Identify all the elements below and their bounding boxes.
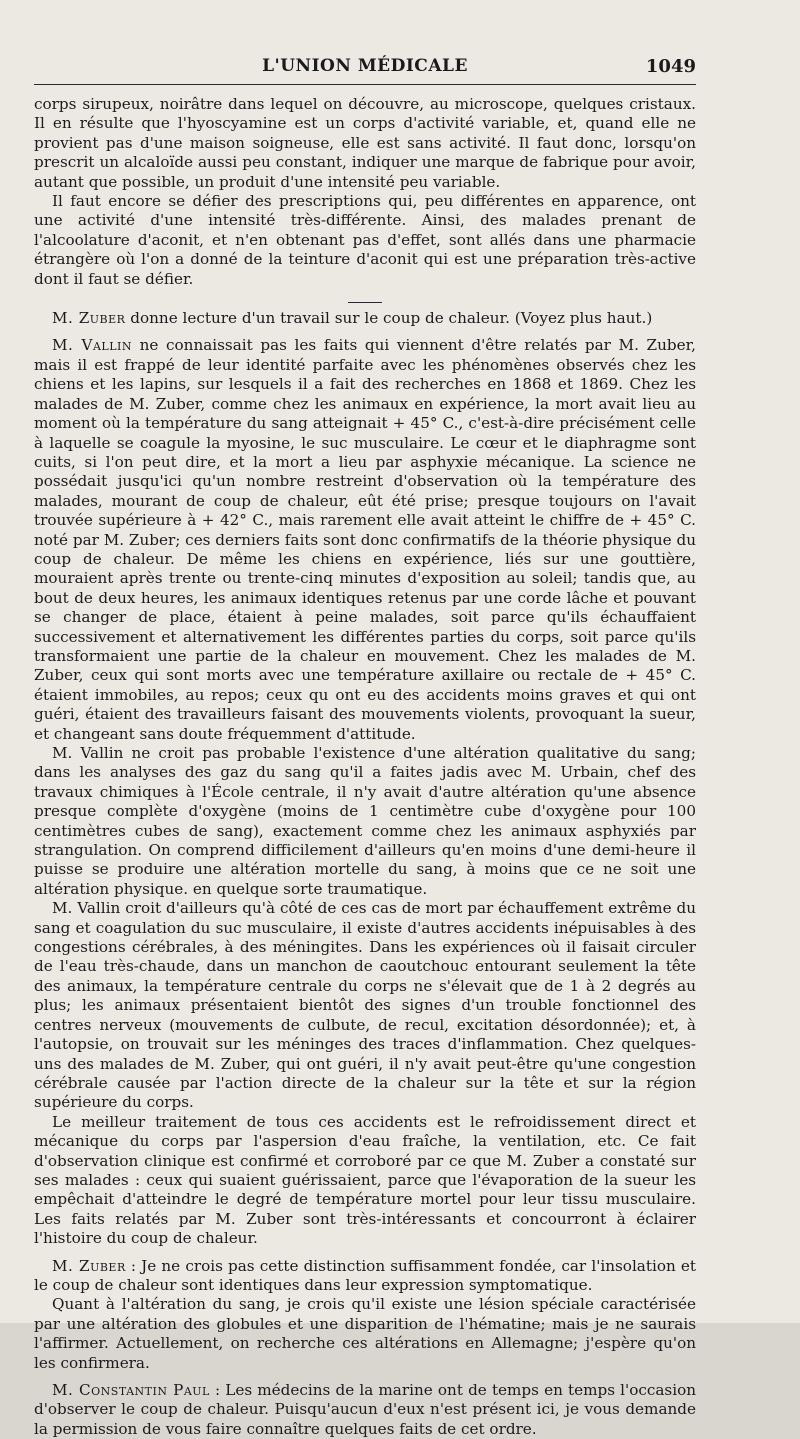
paragraph-text: : Les médecins de la marine ont de temps en temps l'occasion d'observer le coup de chaleur. Puisqu'aucun d'eux n'est présent ici, je vous demande la permission de vous faire connaître quelques faits de cet ordre. (34, 1381, 697, 1438)
paragraph: Le meilleur traitement de tous ces accidents est le refroidissement direct et mécanique du corps par l'aspersion d'eau fraîche, la ventilation, etc. Ce fait d'observation clinique est confirmé et corroboré par ce que M. Zuber a constaté sur ses malades : ceux qui suaient guérissaient, parce que l'évaporation de la sueur les empêchait d'atteindre le degré de température mortel pour leur tissu musculaire. Les faits relatés par M. Zuber sont très-intéressants et concourront à éclairer l'histoire du coup de chaleur. (34, 1112, 696, 1248)
paragraph: Il faut encore se défier des prescriptions qui, peu différentes en apparence, ont une activité d'une intensité très-différente. Ainsi, des malades prenant de l'alcoolature d'aconit, et n'en obtenant pas d'effet, sont allés dans une pharmacie étrangère où l'on a donné de la teinture d'aconit qui est une préparation très-active dont il faut se défier. (34, 192, 696, 288)
paragraph-text: : Je ne crois pas cette distinction suffisamment fondée, car l'insolation et le coup de chaleur sont identiques dans leur expression symptomatique. (34, 1256, 696, 1294)
section-divider (348, 302, 382, 303)
paragraph: M. Vallin croit d'ailleurs qu'à côté de ces cas de mort par échauffement extrême du sang et coagulation du suc musculaire, il existe d'autres accidents inépuisables à des congestions cérébrales, à des méningites. Dans les expériences où il faisait circuler de l'eau très-chaude, dans un manchon de caoutchouc entourant seulement la tête des animaux, la température centrale du corps ne s'élevait que de 1 à 2 degrés au plus; les animaux présentaient bientôt des signes d'un trouble fonctionnel des centres nerveux (mouvements de culbute, de recul, excitation désordonnée); et, à l'autopsie, on trouvait sur les méninges des traces d'inflammation. Chez quelques-uns des malades de M. Zuber, qui ont guéri, il n'y avait peut-être qu'une congestion cérébrale causée par l'action directe de la chaleur sur la tête et sur la région supérieure du corps. (34, 899, 696, 1112)
page-number: 1049 (645, 56, 696, 77)
paragraph (34, 336, 696, 744)
paragraph (34, 1381, 696, 1439)
speaker-name: M. Constantin Paul (52, 1381, 210, 1399)
paragraph: corps sirupeux, noirâtre dans lequel on découvre, au microscope, quelques cristaux. Il en résulte que l'hyoscyamine est un corps d'activité variable, et, quand elle ne provient pas d'une maison soigneuse, elle est sans activité. Il faut donc, lorsqu'on prescrit un alcaloïde aussi peu constant, indiquer une marque de fabrique pour avoir, autant que possible, un produit d'une intensité peu variable. (34, 95, 696, 191)
speaker-name: M. Zuber (52, 1256, 126, 1275)
page-header (34, 54, 696, 85)
speaker-name: M. Vallin (52, 336, 132, 355)
paragraph-text: ne connaissait pas les faits qui viennent d'être relatés par M. Zuber, mais il est frappé de leur identité parfaite avec les phénomènes observés chez les chiens et les lapins, sur lesquels il a fait des recherches en 1868 et 1869. Chez les malades de M. Zuber, comme chez les animaux en expérience, la mort avait lieu au moment où la température du sang atteignait + 45° C., c'est-à-dire précisément celle à laquelle se coagule la myosine, le suc musculaire. Le cœur et le diaphragme sont cuits, si l'on peut dire, et la mort a lieu par asphyxie mécanique. La science ne possédait jusqu'ici qu'un nombre restreint d'observation où la température des malades, mourant de coup de chaleur, eût été prise; presque toujours on l'avait trouvée supérieure à + 42° C., mais rarement elle avait atteint le chiffre de + 45° C. noté par M. Zuber; ces derniers faits sont donc confirmatifs de la théorie physique du coup de chaleur. De même les chiens en expérience, liés sur une gouttière, mouraient après trente ou trente-cinq minutes d'exposition au soleil; tandis que, au bout de deux heures, les animaux identiques retenus par une corde lâche et pouvant se changer de place, étaient à peine malades, soit parce qu'ils échauffaient successivement et alternativement les différentes parties du corps, soit parce qu'ils transformaient une partie de la chaleur en mouvement. Chez les malades de M. Zuber, ceux qui sont morts avec une température axillaire ou rectale de + 45° C. étaient immobiles, au repos; ceux qu ont eu des accidents moins graves et qui ont guéri, étaient des travailleurs faisant des mouvements violents, provoquant la sueur, et changeant sans doute fréquemment d'attitude. (34, 336, 696, 743)
paragraph-text: donne lecture d'un travail sur le coup de chaleur. (Voyez plus haut.) (125, 309, 653, 328)
paragraph: M. Vallin ne croit pas probable l'existence d'une altération qualitative du sang; dans les analyses des gaz du sang qu'il a faites jadis avec M. Urbain, chef des travaux chimiques à l'École centrale, il n'y avait d'autre altération qu'une absence presque complète d'oxygène (moins de 1 centimètre cube d'oxygène pour 100 centimètres cubes de sang), exactement comme chez les animaux asphyxiés par strangulation. On comprend difficilement d'ailleurs qu'en moins d'une demi-heure il puisse se produire une altération mortelle du sang, à moins que ce ne soit une altération physique. en quelque sorte traumatique. (34, 744, 696, 898)
paragraph (34, 1257, 696, 1296)
article-body (34, 95, 696, 1439)
running-title: L'UNION MÉDICALE (262, 56, 468, 76)
paragraph (34, 309, 696, 328)
speaker-name: M. Zuber (52, 309, 126, 328)
paragraph: Quant à l'altération du sang, je crois qu'il existe une lésion spéciale caractérisée par une altération des globules et une disparition de l'hématine; mais je ne saurais l'affirmer. Actuellement, on recherche ces altérations en Allemagne; j'espère qu'on les confirmera. (34, 1295, 696, 1372)
